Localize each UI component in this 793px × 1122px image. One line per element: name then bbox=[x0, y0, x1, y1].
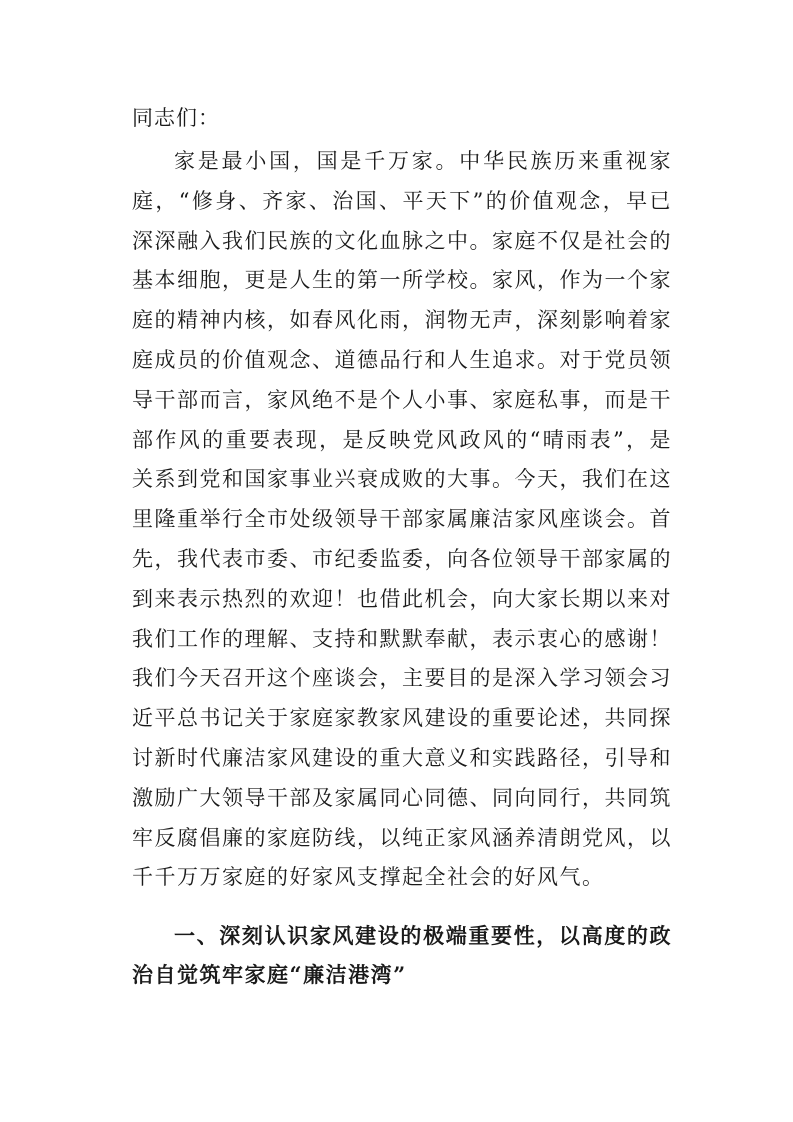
salutation: 同志们： bbox=[132, 106, 220, 130]
section-heading: 一、深刻认识家风建设的极端重要性，以高度的政治自觉筑牢家庭“廉洁港湾” bbox=[132, 923, 672, 988]
document-body bbox=[132, 98, 672, 994]
body-paragraph: 家是最小国，国是千万家。中华民族历来重视家庭，“修身、齐家、治国、平天下”的价值观念，早已深深融入我们民族的文化血脉之中。家庭不仅是社会的基本细胞，更是人生的第一所学校。家风，作为一个家庭的精神内核，如春风化雨，润物无声，深刻影响着家庭成员的价值观念、道德品行和人生追求。对于党员领导干部而言，家风绝不是个人小事、家庭私事，而是干部作风的重要表现，是反映党风政风的“晴雨表”，是关系到党和国家事业兴衰成败的大事。今天，我们在这里隆重举行全市处级领导干部家属廉洁家风座谈会。首先，我代表市委、市纪委监委，向各位领导干部家属的到来表示热烈的欢迎！也借此机会，向大家长期以来对我们工作的理解、支持和默默奉献，表示衷心的感谢！我们今天召开这个座谈会，主要目的是深入学习领会习近平总书记关于家庭家教家风建设的重要论述，共同探讨新时代廉洁家风建设的重大意义和实践路径，引导和激励广大领导干部及家属同心同德、同向同行，共同筑牢反腐倡廉的家庭防线，以纯正家风涵养清朗党风，以千千万万家庭的好家风支撑起全社会的好风气。 bbox=[132, 149, 672, 890]
